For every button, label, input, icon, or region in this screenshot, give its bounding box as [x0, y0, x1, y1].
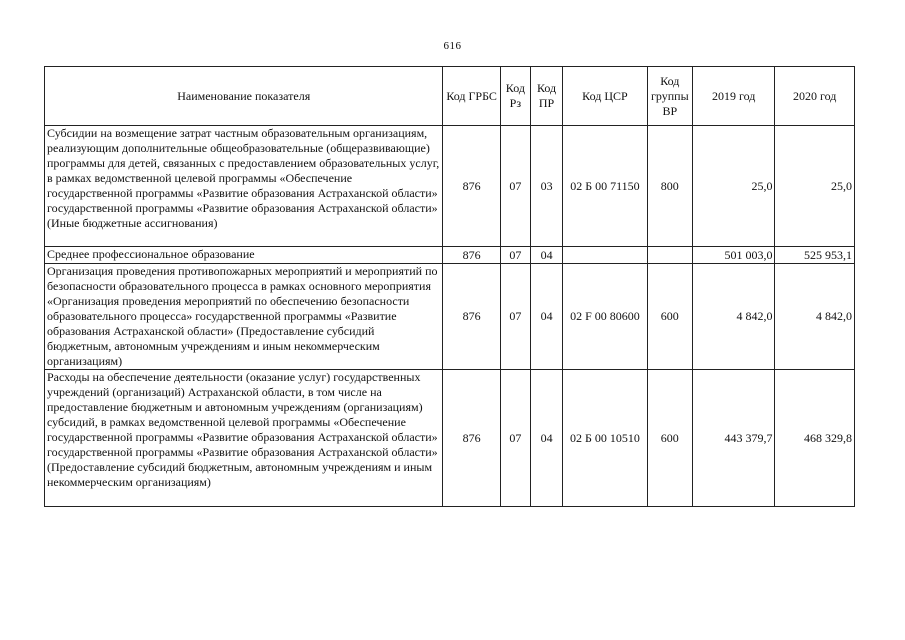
cell-grbs: 876 [443, 264, 500, 370]
header-2020: 2020 год [775, 67, 855, 126]
cell-name: Среднее профессиональное образование [45, 247, 443, 264]
cell-csr: 02 Б 00 71150 [563, 126, 648, 247]
cell-grbs: 876 [443, 126, 500, 247]
page-number: 616 [443, 40, 462, 52]
cell-name: Организация проведения противопожарных мероприятий и мероприятий по безопасности образовательного процесса в рамках основного мероприятия «Организация проведения мероприятий по обеспечению безопасности образовательного процесса» государственной программы «Развитие образования Астраханской области» (Предоставление субсидий бюджетным, автономным учреждениям и иным некоммерческим организациям) [45, 264, 443, 370]
cell-grbs: 876 [443, 370, 500, 507]
cell-vr: 600 [647, 370, 692, 507]
cell-rz: 07 [500, 126, 530, 247]
header-2019: 2019 год [692, 67, 775, 126]
cell-2019: 4 842,0 [692, 264, 775, 370]
cell-grbs: 876 [443, 247, 500, 264]
cell-2019: 501 003,0 [692, 247, 775, 264]
cell-2019: 443 379,7 [692, 370, 775, 507]
header-rz: Код Рз [500, 67, 530, 126]
cell-vr: 800 [647, 126, 692, 247]
header-name: Наименование показателя [45, 67, 443, 126]
cell-rz: 07 [500, 264, 530, 370]
cell-csr: 02 F 00 80600 [563, 264, 648, 370]
cell-2020: 468 329,8 [775, 370, 855, 507]
cell-name: Расходы на обеспечение деятельности (оказание услуг) государственных учреждений (организаций) Астраханской области, в том числе на предоставление бюджетным и автономным учреждениям (организациям) субсидий, в рамках ведомственной целевой программы «Обеспечение государственной программы «Развитие образования Астраханской области» государственной программы «Развитие образования Астраханской области» (Предоставление субсидий бюджетным, автономным учреждениям и иным некоммерческим организациям) [45, 370, 443, 507]
table-row [45, 247, 855, 264]
header-csr: Код ЦСР [563, 67, 648, 126]
table-row [45, 126, 855, 247]
header-grbs: Код ГРБС [443, 67, 500, 126]
cell-2020: 25,0 [775, 126, 855, 247]
cell-2020: 525 953,1 [775, 247, 855, 264]
cell-csr: 02 Б 00 10510 [563, 370, 648, 507]
budget-table [44, 66, 855, 507]
cell-rz: 07 [500, 370, 530, 507]
cell-rz: 07 [500, 247, 530, 264]
cell-2020: 4 842,0 [775, 264, 855, 370]
cell-pr: 03 [530, 126, 562, 247]
table-row [45, 370, 855, 507]
header-vr: Код группы ВР [647, 67, 692, 126]
cell-csr [563, 247, 648, 264]
header-pr: Код ПР [530, 67, 562, 126]
cell-pr: 04 [530, 370, 562, 507]
cell-vr [647, 247, 692, 264]
cell-vr: 600 [647, 264, 692, 370]
table-row [45, 264, 855, 370]
cell-name: Субсидии на возмещение затрат частным образовательным организациям, реализующим дополнительные общеобразовательные (общеразвивающие) программы для детей, связанных с предоставлением образовательных услуг, в рамках ведомственной целевой программы «Обеспечение государственной программы «Развитие образования Астраханской области» государственной программы «Развитие образования Астраханской области» (Иные бюджетные ассигнования) [45, 126, 443, 247]
cell-pr: 04 [530, 264, 562, 370]
cell-2019: 25,0 [692, 126, 775, 247]
cell-pr: 04 [530, 247, 562, 264]
header-row [45, 67, 855, 126]
